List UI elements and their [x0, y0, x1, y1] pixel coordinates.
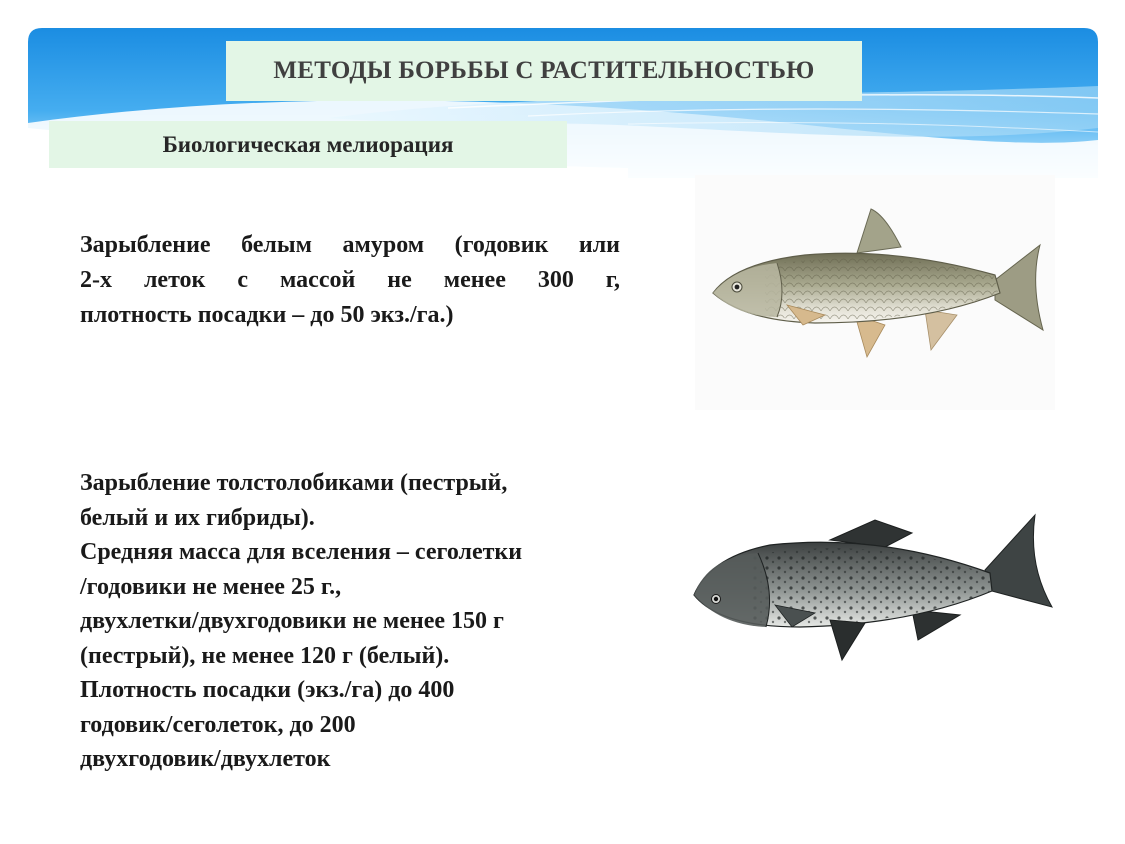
slide-title-box [226, 41, 862, 101]
slide-title: МЕТОДЫ БОРЬБЫ С РАСТИТЕЛЬНОСТЬЮ [273, 57, 815, 84]
paragraph-line: годовик/сеголеток, до 200 [80, 711, 356, 738]
grass-carp-paragraph [80, 228, 620, 333]
paragraph-line: /годовики не менее 25 г., [80, 573, 342, 600]
paragraph-line: Средняя масса для вселения – сеголетки [80, 539, 523, 565]
slide-subtitle: Биологическая мелиорация [162, 131, 454, 157]
paragraph-line: плотность посадки – до 50 экз./га.) [80, 302, 454, 328]
paragraph-line: (пестрый), не менее 120 г (белый). [80, 642, 450, 669]
paragraph-line: двухлетки/двухгодовики не менее 150 г [80, 608, 504, 634]
silver-carp-paragraph [80, 466, 640, 777]
bighead-carp-image [680, 495, 1060, 675]
paragraph-line: Зарыбление толстолобиками (пестрый, [80, 470, 508, 496]
slide-subtitle-box [49, 121, 567, 168]
paragraph-line: двухгодовик/двухлеток [80, 746, 331, 772]
paragraph-line: белый и их гибриды). [80, 504, 315, 531]
paragraph-line: 2-х леток с массой не менее 300 г, [80, 267, 620, 293]
paragraph-line: Зарыбление белым амуром (годовик или [80, 232, 620, 258]
grass-carp-image [695, 175, 1055, 410]
paragraph-line: Плотность посадки (экз./га) до 400 [80, 677, 455, 703]
